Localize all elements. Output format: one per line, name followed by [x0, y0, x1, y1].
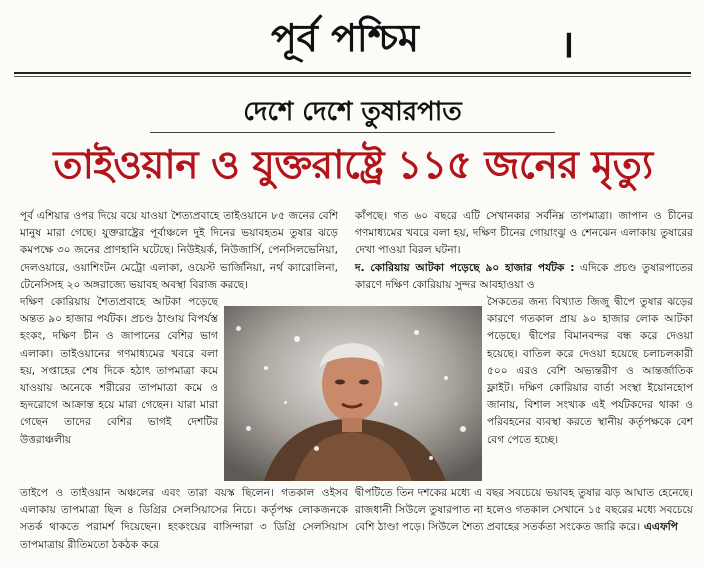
kicker: দেশে দেশে তুষারপাত — [243, 97, 462, 127]
snowflake — [246, 426, 251, 431]
snowflake — [236, 326, 241, 331]
article-text-left-bottom — [20, 485, 348, 554]
snowflake — [294, 336, 300, 342]
snowflake — [264, 366, 268, 370]
article-text-left-top — [20, 208, 338, 294]
paragraph: কাঁপছে। গত ৬০ বছরে এটি সেখানকার সর্বনিম্ন তাপমাত্রা। জাপান ও চীনের গণমাধ্যমের খবরে বলা হয়, দক্ষিণ চীনের গোয়াংঝু ও শেনঝেন এলাকায় তুষারের দেখা পাওয়া বিরল ঘটনা। — [355, 210, 693, 257]
snowflake — [429, 456, 433, 460]
paragraph — [355, 485, 693, 537]
article-text-right-bottom — [355, 485, 693, 537]
paragraph: সৈকতের জন্য বিখ্যাত জিজু দ্বীপে তুষার ঝড়ের কারণে গতকাল প্রায় ৯০ হাজার লোক আটকা পড়েছে। দ্বীপের বিমানবন্দর বন্ধ করে দেওয়া হয়েছে। বাতিল করে দেওয়া হয়েছে চলাচলকারী ৫০০ এরও বেশি অভ্যন্তরীণ ও আন্তর্জাতিক ফ্লাইট। দক্ষিণ কোরিয়ার বার্তা সংস্থা ইয়োনহোপ জানায়, বিশাল সংখ্যক এই পর্যটকদের থাকা ও পরিবহনের ব্যবস্থা করতে স্থানীয় কর্তৃপক্ষকে বেশ বেগ পেতে হচ্ছে। — [487, 296, 693, 446]
snowflake — [444, 376, 448, 380]
paragraph: দক্ষিণ কোরিয়ায় শৈত্যপ্রবাহে আটকা পড়েছে অন্তত ৯০ হাজার পর্যটক। প্রচণ্ড ঠাণ্ডায় বিপর্যস্ত হংকং, দক্ষিণ চীন ও জাপানের বেশির ভাগ এলাকা। তাইওয়ানের গণমাধ্যমের খবরে বলা হয়, সপ্তাহের শেষ দিকে হঠাৎ তাপমাত্রা কমে যাওয়ায় অনেকে শরীরের তাপমাত্রা কমে ও হৃদরোগে আক্রান্ত হয়ে মারা গেছেন। যারা মারা গেছেন তাদের বেশির ভাগই দেশটির উত্তরাঞ্চলীয় — [20, 296, 218, 446]
photo-person-in-snow — [224, 306, 482, 481]
article-text-right-top — [355, 208, 693, 294]
paragraph-text: এদিকে প্রচণ্ড তুষারপাতের কারণে দক্ষিণ কোরিয়ায় সুন্দর আবহাওয়া ও — [355, 261, 693, 291]
top-rule — [14, 72, 691, 74]
section-title: পূর্ব পশ্চিম — [270, 15, 420, 60]
paragraph-text: দ্বীপটিতে তিন দশকের মধ্যে এ বছর সবচেয়ে ভয়াবহ তুষার ঝড় আঘাত হেনেছে। রাজধানী সিউলে তুষারপাত না হলেও গতকাল সেখানে ১৫ বছরের মধ্যে সবচেয়ে বেশি ঠাণ্ডা পড়ে। সিউলে শৈত্য প্রবাহের সতর্কতা সংকেত জারি করে। — [355, 487, 693, 534]
top-rule-thin — [14, 76, 691, 77]
paragraph — [355, 260, 693, 294]
snowflake — [460, 426, 466, 432]
snowflake — [284, 401, 287, 404]
article-text-left-mid — [20, 294, 218, 449]
snowflake — [414, 330, 419, 335]
paragraph: তাইপে ও তাইওয়ান অঞ্চলের এবং তারা বয়স্ক ছিলেন। গতকাল ওইসব এলাকায় তাপমাত্রা ছিল ৪ ডিগ্রির সেলসিয়াসের নিচে। কর্তৃপক্ষ লোকজনকে সতর্ক থাকতে পরামর্শ দিয়েছেন। হংকংয়ের বাসিন্দারা ৩ ডিগ্রি সেলসিয়াস তাপমাত্রায় রীতিমতো ঠকঠক করে — [20, 487, 348, 551]
credit: এএফপি — [640, 521, 678, 534]
subheading: দ. কোরিয়ায় আটকা পড়েছে ৯০ হাজার পর্যটক : — [355, 261, 575, 274]
headline: তাইওয়ান ও যুক্তরাষ্ট্রে ১১৫ জনের মৃত্যু — [53, 143, 653, 188]
snowflake — [394, 402, 398, 406]
section-mark: । — [560, 22, 575, 66]
news-photo — [224, 306, 482, 481]
article-text-right-mid — [487, 294, 693, 449]
paragraph: পূর্ব এশিয়ার ওপর দিয়ে বয়ে যাওয়া শৈত্যপ্রবাহে তাইওয়ানে ৮৫ জনের বেশি মানুষ মারা গেছে। যুক্তরাষ্ট্রের পূর্বাঞ্চলে দুই দিনের ভয়াবহতম তুষার ঝড়ে কমপক্ষে ৩০ জনের প্রাণহানি ঘটেছে। নিউইয়র্ক, নিউজার্সি, পেনসিলভেনিয়া, দেলওয়ারে, ওয়াশিংটন মেট্রো এলাকা, ওয়েস্ট ভার্জিনিয়া, নর্থ ক্যারোলিনা, টেনেসিসহ ২০ অঙ্গরাজ্যে ভয়াবহ অবস্থা বিরাজ করছে। — [20, 210, 338, 291]
kicker-underline — [150, 132, 555, 133]
snowflake — [314, 446, 319, 451]
